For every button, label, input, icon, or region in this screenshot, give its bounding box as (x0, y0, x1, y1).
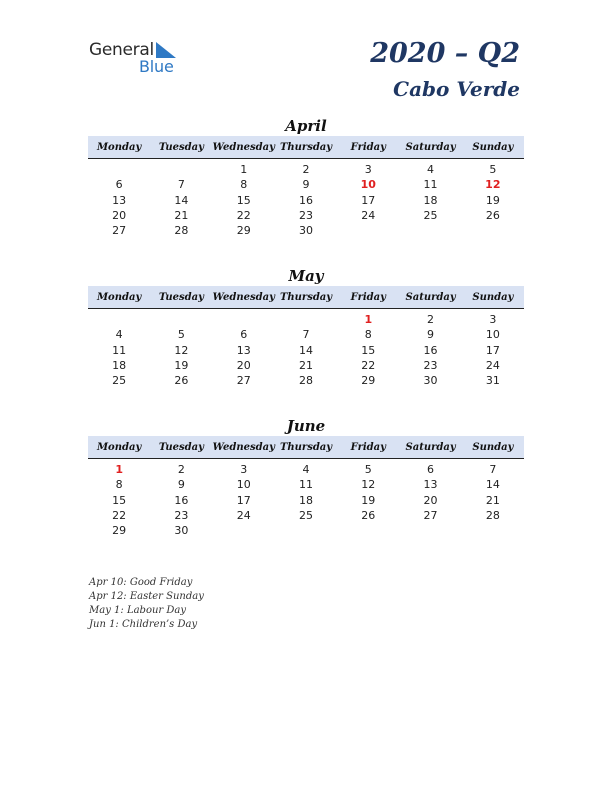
day-cell: 22 (112, 509, 127, 523)
day-cell: 25 (423, 209, 438, 223)
week-row (88, 327, 524, 342)
day-cell: 18 (298, 493, 313, 507)
day-cell: 18 (112, 359, 127, 373)
day-cell: 17 (485, 343, 500, 357)
month-title: June (286, 417, 326, 435)
weekday-label: Wednesday (212, 141, 275, 153)
day-cell: 26 (361, 509, 376, 523)
day-cell: 9 (177, 478, 185, 492)
week-row (88, 358, 524, 373)
day-cell: 7 (177, 178, 185, 192)
week-row (88, 477, 524, 492)
day-cell: 27 (112, 224, 127, 238)
weekday-label: Thursday (279, 291, 333, 303)
day-cell: 3 (489, 313, 497, 327)
day-cell: 2 (427, 313, 435, 327)
weekday-label: Friday (350, 291, 386, 303)
day-cell: 27 (423, 509, 438, 523)
day-cell: 17 (361, 193, 376, 207)
day-cell: 2 (177, 463, 185, 477)
weekday-label: Tuesday (158, 141, 204, 153)
day-cell: 21 (485, 493, 500, 507)
day-cell: 11 (423, 178, 438, 192)
day-cell: 5 (364, 463, 372, 477)
week-row (88, 493, 524, 508)
holiday-note: Apr 10: Good Friday (89, 577, 193, 588)
day-cell: 16 (423, 343, 438, 357)
month-title: May (288, 267, 324, 285)
day-cell: 22 (236, 209, 251, 223)
day-cell: 19 (485, 193, 500, 207)
weekday-header (88, 286, 524, 309)
day-cell: 9 (427, 328, 435, 342)
day-cell: 23 (423, 359, 438, 373)
week-row (88, 343, 524, 358)
day-cell: 23 (298, 209, 313, 223)
day-cell: 2 (302, 163, 310, 177)
day-cell: 31 (485, 374, 500, 388)
day-cell: 20 (112, 209, 127, 223)
month-may (88, 266, 524, 388)
day-cell: 11 (112, 343, 127, 357)
day-grid (88, 462, 524, 538)
month-april (88, 116, 524, 238)
weekday-label: Friday (350, 141, 386, 153)
day-cell: 16 (174, 493, 189, 507)
weekday-label: Monday (96, 141, 142, 153)
holiday-note: Jun 1: Children’s Day (89, 619, 198, 630)
day-cell: 7 (302, 328, 310, 342)
day-cell: 5 (489, 163, 497, 177)
day-cell: 29 (361, 374, 376, 388)
weekday-label: Saturday (405, 141, 456, 153)
day-cell: 1 (115, 463, 123, 477)
logo (89, 40, 189, 80)
month-title: April (285, 117, 327, 135)
logo-word-general: General (89, 40, 154, 60)
day-cell: 19 (361, 493, 376, 507)
weekday-label: Monday (96, 441, 142, 453)
weekday-label: Saturday (405, 291, 456, 303)
day-cell: 12 (174, 343, 189, 357)
day-cell: 30 (298, 224, 313, 238)
week-row (88, 223, 524, 238)
country-name: Cabo Verde (393, 77, 520, 101)
holiday-note: Apr 12: Easter Sunday (89, 591, 204, 602)
day-cell: 8 (364, 328, 372, 342)
month-june (88, 416, 524, 538)
week-row (88, 162, 524, 177)
day-cell: 10 (360, 178, 376, 192)
weekday-header (88, 136, 524, 159)
logo-word-blue: Blue (139, 57, 174, 76)
day-cell: 28 (485, 509, 500, 523)
day-cell: 3 (240, 463, 248, 477)
day-cell: 6 (427, 463, 435, 477)
day-cell: 20 (236, 359, 251, 373)
day-cell: 29 (112, 524, 127, 538)
day-cell: 23 (174, 509, 189, 523)
day-cell: 18 (423, 193, 438, 207)
week-row (88, 373, 524, 388)
day-cell: 6 (115, 178, 123, 192)
day-cell: 9 (302, 178, 310, 192)
day-cell: 6 (240, 328, 248, 342)
week-row (88, 508, 524, 523)
day-cell: 28 (298, 374, 313, 388)
day-cell: 19 (174, 359, 189, 373)
day-cell: 15 (112, 493, 127, 507)
weekday-label: Thursday (279, 441, 333, 453)
day-cell: 8 (115, 478, 123, 492)
day-grid (88, 162, 524, 238)
holiday-notes (89, 576, 204, 632)
day-cell: 7 (489, 463, 497, 477)
logo-flag-icon (156, 42, 176, 58)
day-cell: 10 (485, 328, 500, 342)
day-cell: 4 (115, 328, 123, 342)
day-cell: 25 (112, 374, 127, 388)
day-cell: 24 (236, 509, 251, 523)
weekday-header (88, 436, 524, 459)
day-cell: 13 (112, 193, 127, 207)
day-cell: 25 (298, 509, 313, 523)
day-cell: 15 (361, 343, 376, 357)
day-cell: 13 (236, 343, 251, 357)
day-cell: 8 (240, 178, 248, 192)
weekday-label: Saturday (405, 441, 456, 453)
weekday-label: Monday (96, 291, 142, 303)
day-cell: 30 (423, 374, 438, 388)
week-row (88, 177, 524, 192)
day-cell: 21 (174, 209, 189, 223)
weekday-label: Wednesday (212, 291, 275, 303)
day-cell: 26 (174, 374, 189, 388)
day-cell: 30 (174, 524, 189, 538)
day-cell: 5 (177, 328, 185, 342)
weekday-label: Tuesday (158, 441, 204, 453)
day-cell: 13 (423, 478, 438, 492)
week-row (88, 193, 524, 208)
weekday-label: Sunday (472, 141, 514, 153)
weekday-label: Wednesday (212, 441, 275, 453)
week-row (88, 208, 524, 223)
day-cell: 29 (236, 224, 251, 238)
page-title: 2020 – Q2 (370, 38, 520, 69)
day-cell: 20 (423, 493, 438, 507)
day-cell: 3 (364, 163, 372, 177)
day-grid (88, 312, 524, 388)
week-row (88, 523, 524, 538)
day-cell: 4 (302, 463, 310, 477)
day-cell: 10 (236, 478, 251, 492)
day-cell: 28 (174, 224, 189, 238)
day-cell: 22 (361, 359, 376, 373)
day-cell: 12 (361, 478, 376, 492)
weekday-label: Sunday (472, 291, 514, 303)
day-cell: 11 (298, 478, 313, 492)
day-cell: 12 (485, 178, 501, 192)
day-cell: 27 (236, 374, 251, 388)
weekday-label: Thursday (279, 141, 333, 153)
day-cell: 15 (236, 193, 251, 207)
day-cell: 21 (298, 359, 313, 373)
day-cell: 24 (361, 209, 376, 223)
weekday-label: Tuesday (158, 291, 204, 303)
day-cell: 14 (174, 193, 189, 207)
weekday-label: Friday (350, 441, 386, 453)
week-row (88, 462, 524, 477)
day-cell: 24 (485, 359, 500, 373)
day-cell: 1 (364, 313, 373, 327)
day-cell: 14 (485, 478, 500, 492)
day-cell: 14 (298, 343, 313, 357)
day-cell: 16 (298, 193, 313, 207)
holiday-note: May 1: Labour Day (89, 605, 186, 616)
day-cell: 26 (485, 209, 500, 223)
weekday-label: Sunday (472, 441, 514, 453)
week-row (88, 312, 524, 327)
day-cell: 4 (427, 163, 435, 177)
day-cell: 17 (236, 493, 251, 507)
day-cell: 1 (240, 163, 248, 177)
